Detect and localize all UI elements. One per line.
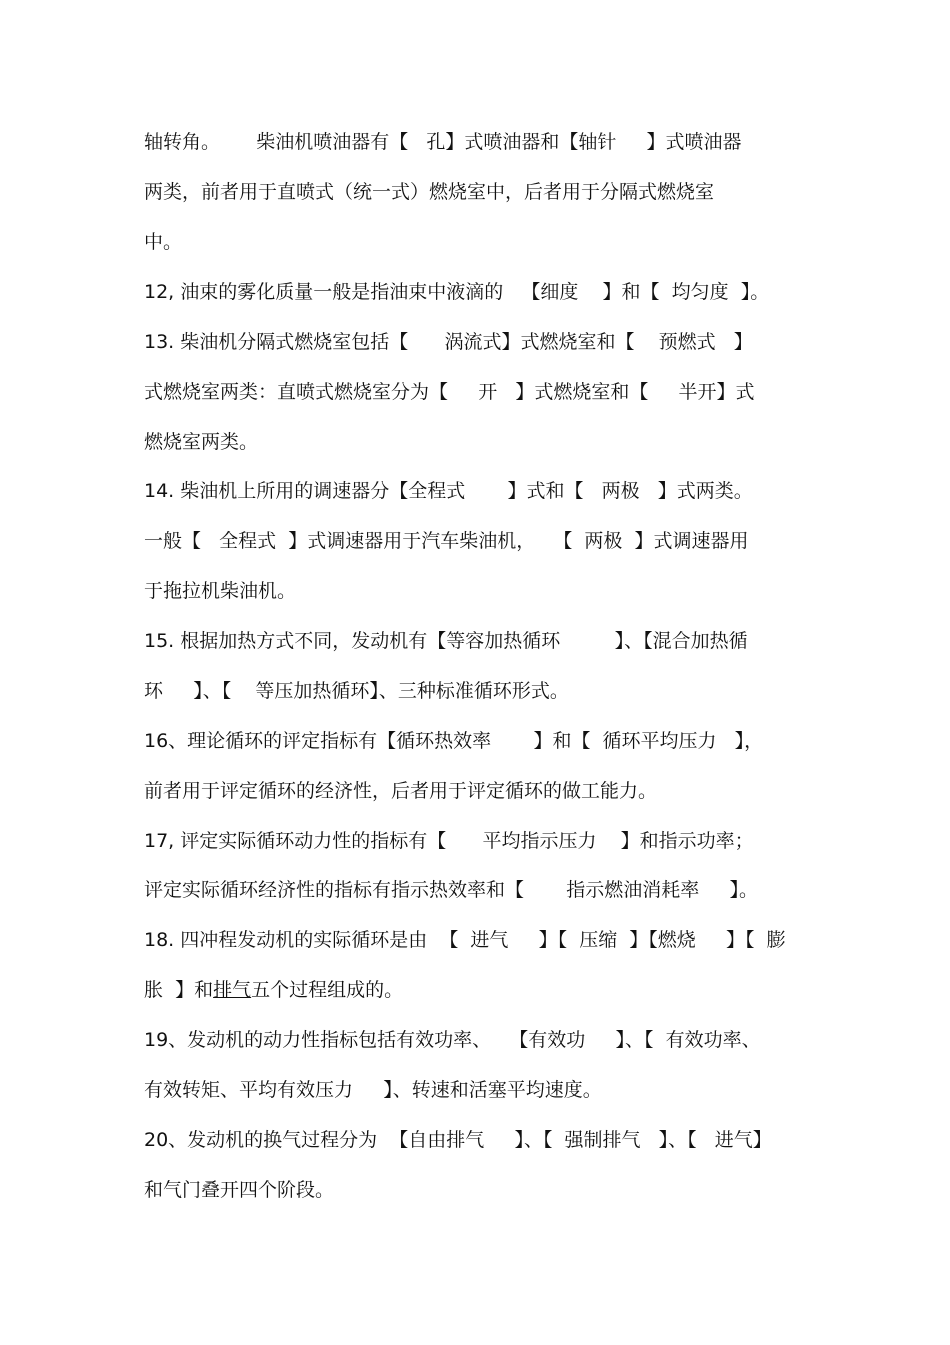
text-line: 燃烧室两类。 [144, 431, 259, 453]
text-line: 轴转角。 柴油机喷油器有【 孔】式喷油器和【轴针 】式喷油器 [144, 131, 742, 153]
text-line: 14. 柴油机上所用的调速器分【全程式 】式和【 两极 】式两类。 [144, 480, 753, 502]
text-span: 胀 】和 [144, 979, 214, 1001]
text-line: 于拖拉机柴油机。 [144, 580, 297, 602]
text-line: 13. 柴油机分隔式燃烧室包括【 涡流式】式燃烧室和【 预燃式 】 [144, 331, 753, 353]
text-line: 前者用于评定循环的经济性，后者用于评定循环的做工能力。 [144, 780, 658, 802]
text-line: 一般【 全程式 】式调速器用于汽车柴油机， 【 两极 】式调速器用 [144, 530, 749, 552]
text-line: 中。 [144, 231, 183, 253]
text-line: 19、发动机的动力性指标包括有效功率、 【有效功 】、【 有效功率、 [144, 1029, 761, 1051]
text-line: 两类，前者用于直喷式（统一式）燃烧室中，后者用于分隔式燃烧室 [144, 181, 715, 203]
text-line: 12, 油束的雾化质量一般是指油束中液滴的 【细度 】和【 均匀度 】。 [144, 281, 770, 303]
text-line: 环 】、【 等压加热循环】、三种标准循环形式。 [144, 680, 569, 702]
text-line: 和气门叠开四个阶段。 [144, 1179, 335, 1201]
text-span: 五个过程组成的。 [251, 979, 404, 1001]
text-line: 18. 四冲程发动机的实际循环是由 【 进气 】【 压缩 】【燃烧 】【 膨 [144, 929, 786, 951]
text-line: 有效转矩、平均有效压力 】、转速和活塞平均速度。 [144, 1079, 602, 1101]
text-line: 20、发动机的换气过程分为 【自由排气 】、【 强制排气 】、【 进气】 [144, 1129, 772, 1151]
text-line: 评定实际循环经济性的指标有指示热效率和【 指示燃油消耗率 】。 [144, 879, 758, 901]
text-line: 16、理论循环的评定指标有【循环热效率 】和【 循环平均压力 】， [144, 730, 764, 752]
text-line: 15. 根据加热方式不同，发动机有【等容加热循环 】、【混合加热循 [144, 630, 748, 652]
text-line [144, 975, 403, 1005]
text-line: 式燃烧室两类：直喷式燃烧室分为【 开 】式燃烧室和【 半开】式 [144, 381, 755, 403]
underlined-term: 排气 [213, 979, 252, 1001]
text-line: 17, 评定实际循环动力性的指标有【 平均指示压力 】和指示功率； [144, 830, 754, 852]
